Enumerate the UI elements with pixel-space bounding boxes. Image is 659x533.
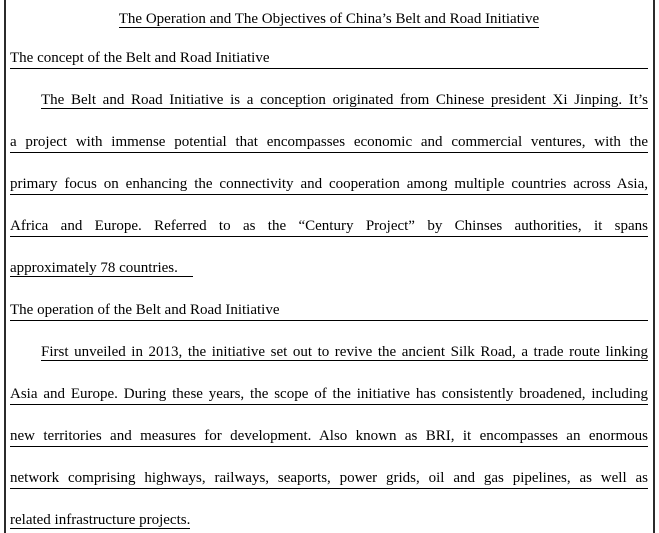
paragraph-text: Asia and Europe. During these years, the scope of the initiative has consistently broadened, including [10, 385, 648, 402]
page-left-border [4, 0, 6, 533]
paragraph-text: The Belt and Road Initiative is a conception originated from Chinese president Xi Jinping. It’s [41, 91, 648, 108]
section-2-heading: The operation of the Belt and Road Initiative [10, 301, 280, 318]
document-title-line [10, 0, 648, 30]
paragraph-text: First unveiled in 2013, the initiative set out to revive the ancient Silk Road, a trade route linking [41, 343, 648, 360]
paragraph-line [10, 405, 648, 447]
paragraph-line [10, 111, 648, 153]
paragraph-text: approximately 78 countries. [10, 260, 193, 277]
paragraph-text: network comprising highways, railways, seaports, power grids, oil and gas pipelines, as well as [10, 469, 648, 486]
paragraph-line [10, 321, 648, 363]
paragraph-line [10, 447, 648, 489]
paragraph-line [10, 237, 648, 279]
document-content [10, 0, 648, 531]
paragraph-line [10, 489, 648, 531]
paragraph-line [10, 153, 648, 195]
paragraph-text: Africa and Europe. Referred to as the “Century Project” by Chinses authorities, it spans [10, 217, 648, 234]
paragraph-line [10, 195, 648, 237]
paragraph-text: a project with immense potential that encompasses economic and commercial ventures, with the [10, 133, 648, 150]
section-2-heading-line [10, 279, 648, 321]
section-1-heading-line [10, 30, 648, 69]
paragraph-text: new territories and measures for development. Also known as BRI, it encompasses an enormous [10, 427, 648, 444]
paragraph-text: related infrastructure projects. [10, 511, 191, 528]
page-right-border [653, 0, 655, 533]
paragraph-text: primary focus on enhancing the connectivity and cooperation among multiple countries across Asia, [10, 175, 648, 192]
section-1-heading: The concept of the Belt and Road Initiative [10, 49, 270, 66]
paragraph-line [10, 363, 648, 405]
document-title: The Operation and The Objectives of China’s Belt and Road Initiative [118, 11, 540, 27]
paragraph-line [10, 69, 648, 111]
